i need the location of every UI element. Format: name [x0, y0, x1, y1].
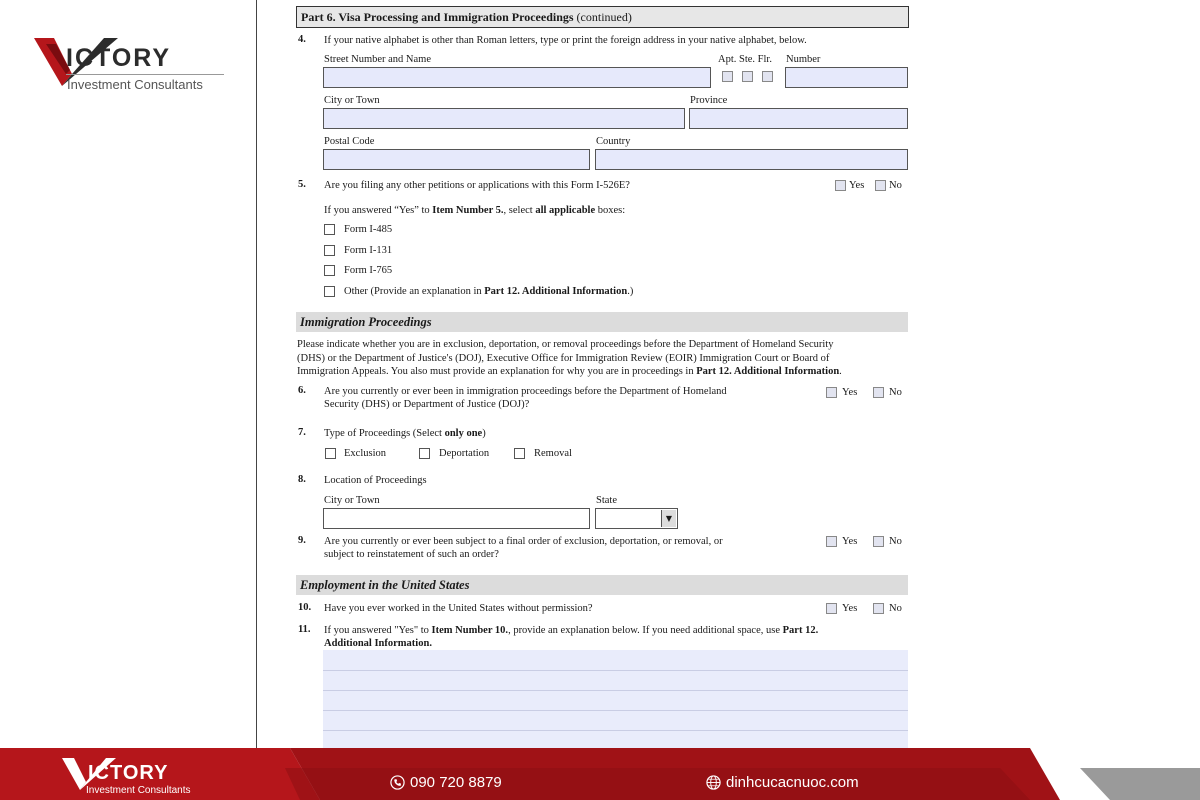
q8-city-label: City or Town: [324, 495, 380, 506]
dropdown-arrow-icon[interactable]: ▼: [661, 510, 676, 527]
q10-yes-label: Yes: [842, 603, 858, 614]
form-i765-label: Form I-765: [344, 265, 393, 276]
q7-text: Type of Proceedings (Select only one): [324, 428, 486, 439]
q6-yes-label: Yes: [842, 387, 858, 398]
q10-number: 10.: [298, 602, 312, 613]
footer-phone[interactable]: [390, 774, 502, 791]
other-checkbox[interactable]: [324, 286, 335, 297]
q9-line-1: Are you currently or ever been subject to a final order of exclusion, deportation, or removal, or: [324, 536, 723, 547]
footer-brand-wordmark: ICTORY: [88, 762, 169, 784]
q6-number: 6.: [298, 385, 306, 396]
q10-no-label: No: [889, 603, 902, 614]
exclusion-label: Exclusion: [344, 448, 386, 459]
textarea-rule: [323, 710, 908, 711]
country-input[interactable]: [595, 149, 908, 170]
ste-checkbox[interactable]: [742, 71, 753, 82]
q6-yes-checkbox[interactable]: [826, 387, 837, 398]
q4-number: 4.: [298, 34, 306, 45]
part-suffix: (continued): [573, 10, 632, 24]
q6-no-checkbox[interactable]: [873, 387, 884, 398]
q5-text: Are you filing any other petitions or applications with this Form I-526E?: [324, 180, 630, 191]
intro-line-1: Please indicate whether you are in exclusion, deportation, or removal proceedings before the Department of Homeland Security: [297, 339, 834, 350]
textarea-rule: [323, 730, 908, 731]
form-i131-label: Form I-131: [344, 245, 393, 256]
form-i485-label: Form I-485: [344, 224, 393, 235]
footer-brand-subtitle: Investment Consultants: [86, 785, 191, 796]
removal-checkbox[interactable]: [514, 448, 525, 459]
q11-line-1: If you answered "Yes" to Item Number 10., provide an explanation below. If you need additional space, use Part 12.: [324, 625, 819, 636]
postal-input[interactable]: [323, 149, 590, 170]
deportation-checkbox[interactable]: [419, 448, 430, 459]
exclusion-checkbox[interactable]: [325, 448, 336, 459]
q10-no-checkbox[interactable]: [873, 603, 884, 614]
apt-checkbox[interactable]: [722, 71, 733, 82]
q5-followup: If you answered “Yes” to Item Number 5., select all applicable boxes:: [324, 205, 626, 216]
form-i485-checkbox[interactable]: [324, 224, 335, 235]
apt-number-input[interactable]: [785, 67, 908, 88]
postal-label: Postal Code: [324, 136, 375, 147]
q5-number: 5.: [298, 179, 306, 190]
intro-line-3: Immigration Appeals. You also must provide an explanation for why you are in proceedings in Part 12. Additional Information.: [297, 366, 842, 377]
q7-number: 7.: [298, 427, 306, 438]
q10-text: Have you ever worked in the United States without permission?: [324, 603, 593, 614]
q5-no-label: No: [889, 180, 902, 191]
q6-line-2: Security (DHS) or Department of Justice (DOJ)?: [324, 399, 530, 410]
apt-label: Apt. Ste. Flr.: [718, 54, 772, 65]
deportation-label: Deportation: [439, 448, 490, 459]
q5-no-checkbox[interactable]: [875, 180, 886, 191]
globe-icon: [706, 775, 721, 790]
q8-text: Location of Proceedings: [324, 475, 427, 486]
textarea-rule: [323, 690, 908, 691]
section-immigration-proceedings: Immigration Proceedings: [296, 312, 908, 332]
removal-label: Removal: [534, 448, 572, 459]
phone-icon: [390, 775, 405, 790]
q5-yes-checkbox[interactable]: [835, 180, 846, 191]
street-label: Street Number and Name: [324, 54, 432, 65]
footer-banner: [0, 748, 1200, 800]
q9-yes-label: Yes: [842, 536, 858, 547]
city-label: City or Town: [324, 95, 380, 106]
other-label: Other (Provide an explanation in Part 12. Additional Information.): [344, 286, 634, 297]
brand-wordmark: ICTORY: [66, 44, 172, 72]
q6-line-1: Are you currently or ever been in immigration proceedings before the Department of Homeland: [324, 386, 727, 397]
form-i765-checkbox[interactable]: [324, 265, 335, 276]
q6-no-label: No: [889, 387, 902, 398]
intro-line-2: (DHS) or the Department of Justice's (DOJ), Executive Office for Immigration Review (EOIR) Immigration Court or Board of: [297, 353, 830, 364]
province-input[interactable]: [689, 108, 908, 129]
q8-city-input[interactable]: [323, 508, 590, 529]
q8-state-select[interactable]: [595, 508, 678, 529]
form-i131-checkbox[interactable]: [324, 245, 335, 256]
q10-yes-checkbox[interactable]: [826, 603, 837, 614]
q9-yes-checkbox[interactable]: [826, 536, 837, 547]
q9-no-checkbox[interactable]: [873, 536, 884, 547]
street-input[interactable]: [323, 67, 711, 88]
textarea-rule: [323, 670, 908, 671]
country-label: Country: [596, 136, 631, 147]
brand-subtitle: Investment Consultants: [67, 77, 203, 92]
brand-divider: [66, 74, 224, 75]
section-employment: Employment in the United States: [296, 575, 908, 595]
q11-number: 11.: [298, 624, 311, 635]
q8-state-label: State: [596, 495, 617, 506]
part-title: Part 6. Visa Processing and Immigration Proceedings: [301, 10, 574, 24]
q11-line-2: Additional Information.: [324, 638, 432, 649]
footer-website[interactable]: [706, 774, 859, 791]
number-label: Number: [786, 54, 821, 65]
flr-checkbox[interactable]: [762, 71, 773, 82]
q9-line-2: subject to reinstatement of such an order?: [324, 549, 499, 560]
q4-text: If your native alphabet is other than Roman letters, type or print the foreign address in your native alphabet, below.: [324, 35, 807, 46]
q5-yes-label: Yes: [849, 180, 865, 191]
website-url: dinhcucacnuoc.com: [726, 774, 859, 791]
q9-number: 9.: [298, 535, 306, 546]
q9-no-label: No: [889, 536, 902, 547]
city-input[interactable]: [323, 108, 685, 129]
brand-panel: [0, 0, 257, 748]
phone-number: 090 720 8879: [410, 774, 502, 791]
part-header: [296, 6, 909, 28]
province-label: Province: [690, 95, 728, 106]
q8-number: 8.: [298, 474, 306, 485]
